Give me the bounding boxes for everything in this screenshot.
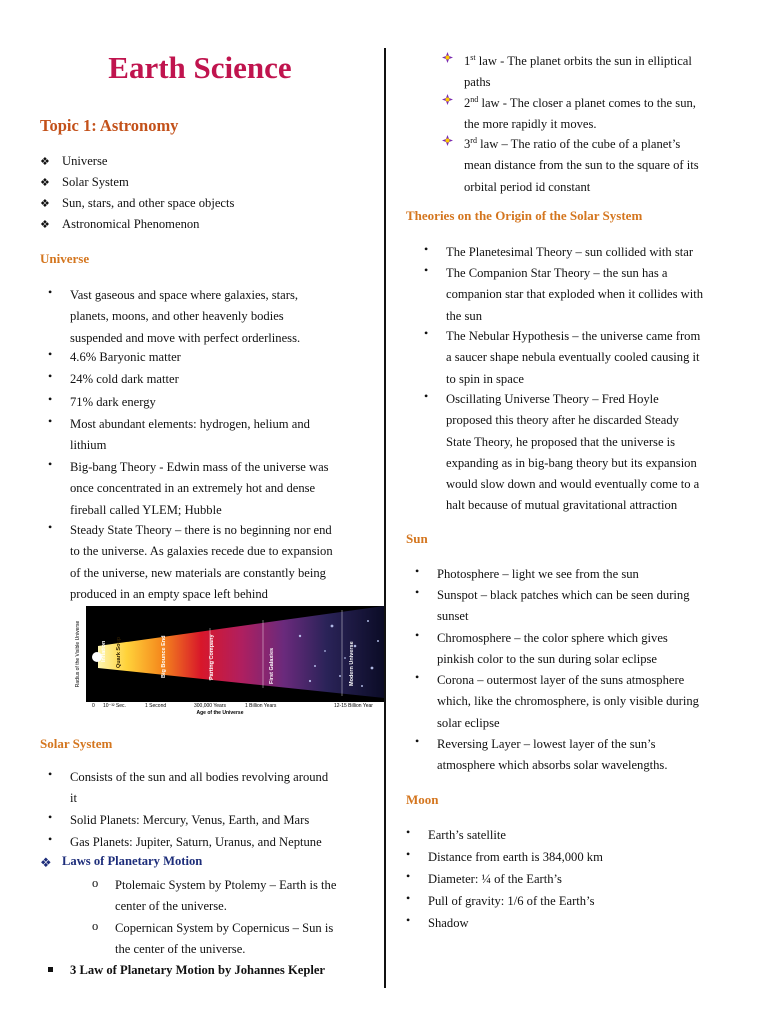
bullet-dot: • (415, 628, 420, 642)
x-axis-label: Age of the Universe (196, 710, 244, 716)
universe-heading: Universe (40, 251, 90, 266)
topic-list-item: Universe (62, 154, 108, 168)
bullet-dot: • (48, 347, 53, 361)
bullet-dot: • (415, 564, 420, 578)
bullet-dot: • (415, 585, 420, 599)
topic-list-item: Sun, stars, and other space objects (62, 196, 235, 210)
bullet-dot: • (406, 825, 411, 839)
bullet-dot: • (424, 326, 429, 340)
list-item: 4.6% Baryonic matter (70, 350, 181, 364)
kepler-law-2: 2nd law - The closer a planet comes to the sun, the more rapidly it moves. (464, 95, 696, 132)
bullet-dot: • (406, 891, 411, 905)
star-arrow-icon (442, 94, 453, 105)
bullet-dot: • (406, 913, 411, 927)
list-item: Steady State Theory – there is no beginning nor end to the universe. As galaxies recede due to expansion of the universe, new materials are constantly being produced in an empty space left behind (70, 523, 333, 601)
tick-label: 300,000 Years (194, 703, 226, 709)
star-arrow-icon (442, 52, 453, 63)
stage-label: Big Bounce End (161, 635, 167, 678)
kepler-heading: 3 Law of Planetary Motion by Johannes Kepler (70, 963, 326, 977)
bullet-dot: • (424, 263, 429, 277)
stage-label: Inflation (101, 640, 107, 662)
sub-list-item: Ptolemaic System by Ptolemy – Earth is the center of the universe. (115, 878, 337, 914)
bullet-dot: • (48, 369, 53, 383)
stage-label: Modern Universe (349, 641, 355, 686)
bullet-dot: • (424, 389, 429, 403)
circle-bullet-icon: o (92, 919, 99, 933)
bullet-dot: • (48, 832, 53, 846)
bullet-dot: • (48, 810, 53, 824)
right-column (386, 0, 768, 1024)
star-arrow-icon (442, 135, 453, 146)
diamond-bullet-icon: ❖ (40, 198, 50, 210)
topic-list-item: Astronomical Phenomenon (62, 217, 200, 231)
tick-label: 1 Second (145, 703, 167, 709)
sun-heading: Sun (406, 531, 428, 546)
tick-label: 12-15 Billion Year (334, 703, 373, 709)
diamond-bullet-icon: ❖ (40, 855, 52, 870)
kepler-law-1: 1st law - The planet orbits the sun in elliptical paths (464, 53, 692, 90)
list-item: Distance from earth is 384,000 km (428, 850, 603, 864)
list-item: Solid Planets: Mercury, Venus, Earth, and Mars (70, 813, 310, 827)
diamond-bullet-icon: ❖ (40, 156, 50, 168)
bullet-dot: • (48, 767, 53, 781)
list-item: The Companion Star Theory – the sun has a companion star that exploded when it collides with the sun (446, 266, 704, 323)
list-item: Shadow (428, 916, 469, 930)
list-item: The Planetesimal Theory – sun collided with star (446, 245, 694, 259)
bullet-dot: • (48, 392, 53, 406)
stage-label: Quark Soup (116, 636, 122, 668)
list-item: Big-bang Theory - Edwin mass of the universe was once concentrated in an extremely hot and dense fireball called YLEM; Hubble (70, 460, 329, 517)
sub-list-item: Copernican System by Copernicus – Sun is the center of the universe. (115, 921, 334, 957)
bullet-dot: • (406, 869, 411, 883)
solar-system-heading: Solar System (40, 736, 113, 751)
topic-list-item: Solar System (62, 175, 129, 189)
list-item: Diameter: ¼ of the Earth’s (428, 872, 562, 886)
list-item: The Nebular Hypothesis – the universe came from a saucer shape nebula eventually cooled causing it to spin in space (446, 329, 701, 386)
bullet-dot: • (48, 457, 53, 471)
tick-label: 0 (92, 703, 95, 709)
list-item: Corona – outermost layer of the suns atmosphere which, like the chromosphere, is only visible during solar eclipse (437, 673, 699, 730)
page-title: Earth Science (108, 50, 292, 85)
diamond-bullet-icon: ❖ (40, 177, 50, 189)
bullet-dot: • (48, 520, 53, 534)
bullet-dot: • (424, 242, 429, 256)
list-item: Most abundant elements: hydrogen, helium and lithium (70, 417, 310, 453)
bullet-dot: • (415, 670, 420, 684)
timeline-graphic (70, 606, 384, 716)
tick-label: 1 Billion Years (245, 703, 277, 709)
list-item: 24% cold dark matter (70, 372, 179, 386)
bullet-dot: • (415, 734, 420, 748)
theories-heading: Theories on the Origin of the Solar System (406, 208, 643, 223)
square-bullet-icon (48, 967, 53, 972)
topic-heading: Topic 1: Astronomy (40, 116, 179, 135)
list-item: 71% dark energy (70, 395, 156, 409)
list-item: Gas Planets: Jupiter, Saturn, Uranus, and Neptune (70, 835, 322, 849)
bullet-dot: • (48, 285, 53, 299)
list-item: Vast gaseous and space where galaxies, stars, planets, moons, and other heavenly bodies suspended and move with perfect orderliness. (70, 288, 301, 345)
y-axis-label: Radius of the Visible Universe (75, 620, 81, 688)
bullet-dot: • (48, 414, 53, 428)
list-item: Oscillating Universe Theory – Fred Hoyle proposed this theory after he discarded Steady State Theory, he proposed that the universe is expanding as in big-bang theory but its expansion would slow down and would eventually come to a halt because of mutual gravitational attraction (446, 392, 700, 513)
circle-bullet-icon: o (92, 876, 99, 890)
list-item: Pull of gravity: 1/6 of the Earth’s (428, 894, 595, 908)
list-item: Chromosphere – the color sphere which gives pinkish color to the sun during solar eclipse (437, 631, 668, 667)
list-item: Photosphere – light we see from the sun (437, 567, 639, 581)
kepler-law-3: 3rd law – The ratio of the cube of a planet’s mean distance from the sun to the square of its orbital period id constant (464, 136, 699, 194)
diamond-bullet-icon: ❖ (40, 219, 50, 231)
moon-heading: Moon (406, 792, 439, 807)
list-item: Earth’s satellite (428, 828, 506, 842)
list-item: Reversing Layer – lowest layer of the sun’s atmosphere which absorbs solar wavelengths. (437, 737, 668, 773)
laws-label: Laws of Planetary Motion (62, 854, 203, 868)
tick-label: 10⁻³² Sec. (103, 703, 126, 709)
stage-label: Parting Company (209, 634, 215, 680)
list-item: Sunspot – black patches which can be seen during sunset (437, 588, 690, 624)
bullet-dot: • (406, 847, 411, 861)
universe-timeline-diagram (70, 606, 384, 716)
stage-label: First Galaxies (269, 647, 275, 684)
list-item: Consists of the sun and all bodies revolving around it (70, 770, 329, 806)
